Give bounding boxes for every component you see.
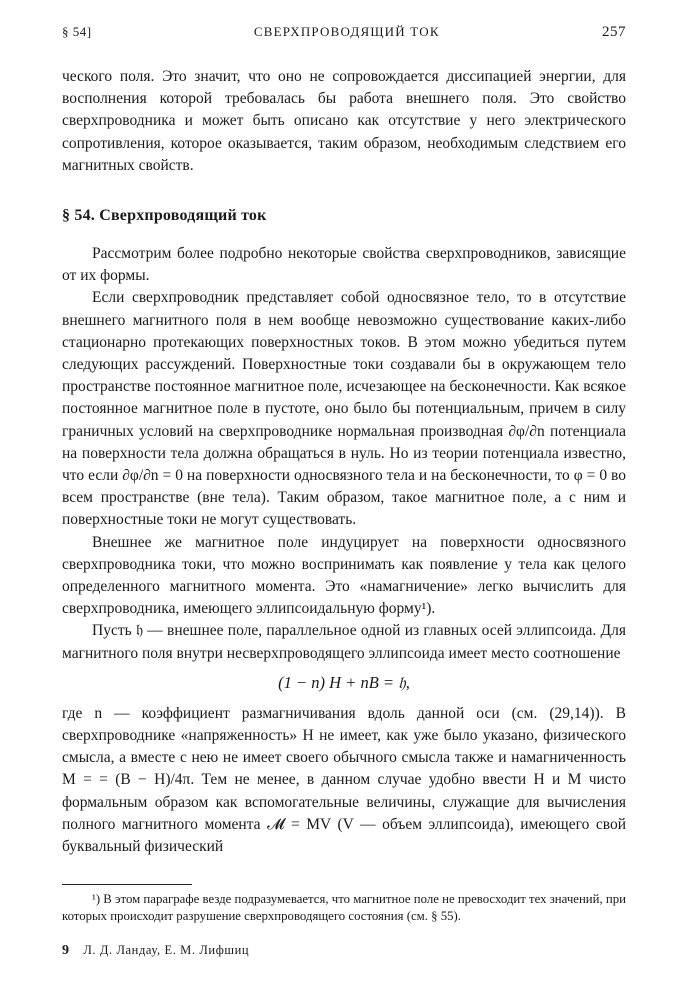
paragraph-3: Внешнее же магнитное поле индуцирует на поверхности односвязного сверхпроводника токи, что можно воспринимать как появление у тела как целого определенного магнитного момента. Это «намагничение» легко вычислить для сверхпроводника, имеющего эллипсоидальную форму¹).	[62, 533, 626, 618]
equation: (1 − n) H + nB = 𝔥,	[278, 672, 410, 692]
intro-paragraph: ческого поля. Это значит, что оно не сопровождается диссипацией энергии, для восполнения которой требовалась бы работа внешнего поля. Это свойство сверхпроводника и может быть описано как отсутствие у него электрического сопротивления, которое оказывается, таким образом, необходимым следствием его магнитных свойств.	[62, 68, 626, 174]
page	[62, 24, 626, 959]
footnote: ¹) В этом параграфе везде подразумевается, что магнитное поле не превосходит тех значений, при которых происходит разрушение сверхпроводящего состояния (см. § 55).	[62, 892, 626, 924]
paragraph-2: Если сверхпроводник представляет собой односвязное тело, то в отсутствие внешнего магнитного поля в нем вообще невозможно существование каких-либо стационарно протекающих поверхностных токов. В этом можно убедиться путем следующих рассуждений. Поверхностные токи создавали бы в окружающем тело пространстве постоянное магнитное поле, исчезающее на бесконечности. Как всякое постоянное магнитное поле в пустоте, оно было бы потенциальным, причем в силу граничных условий на сверхпроводнике нормальная производная ∂φ/∂n потенциала на поверхности тела должна обращаться в нуль. Но из теории потенциала известно, что если ∂φ/∂n = 0 на поверхности односвязного тела и на бесконечности, то φ = 0 во всем пространстве (вне тела). Таким образом, такое магнитное поле, а с ним и поверхностные токи не могут существовать.	[62, 289, 626, 529]
section-title: § 54. Сверхпроводящий ток	[62, 207, 267, 225]
running-header	[62, 24, 626, 46]
footnote-divider	[62, 884, 192, 885]
signature-authors: Л. Д. Ландау, Е. М. Лифшиц	[83, 943, 250, 958]
signature-number: 9	[62, 943, 70, 959]
header-section-ref: § 54]	[62, 24, 92, 39]
paragraph-1: Рассмотрим более подробно некоторые свойства сверхпроводников, зависящие от их формы.	[62, 245, 626, 285]
closing-paragraph: где n — коэффициент размагничивания вдоль данной оси (см. (29,14)). В сверхпроводнике «напряженность» H не имеет, как уже было указано, физического смысла, а вместе с нею не имеет своего обычного смысла также и намагниченность M = = (B − H)/4π. Тем не менее, в данном случае удобно ввести H и M чисто формальным образом как вспомогательные величины, служащие для вычисления полного магнитного момента 𝓜 = MV (V — объем эллипсоида), имеющего свой буквальный физический	[62, 704, 626, 856]
page-number: 257	[602, 24, 626, 40]
paragraph-4: Пусть 𝔥 — внешнее поле, параллельное одной из главных осей эллипсоида. Для магнитного поля внутри несверхпроводящего эллипсоида имеет место соотношение	[62, 622, 626, 662]
header-title: СВЕРХПРОВОДЯЩИЙ ТОК	[253, 24, 440, 39]
signature-line	[62, 943, 626, 959]
